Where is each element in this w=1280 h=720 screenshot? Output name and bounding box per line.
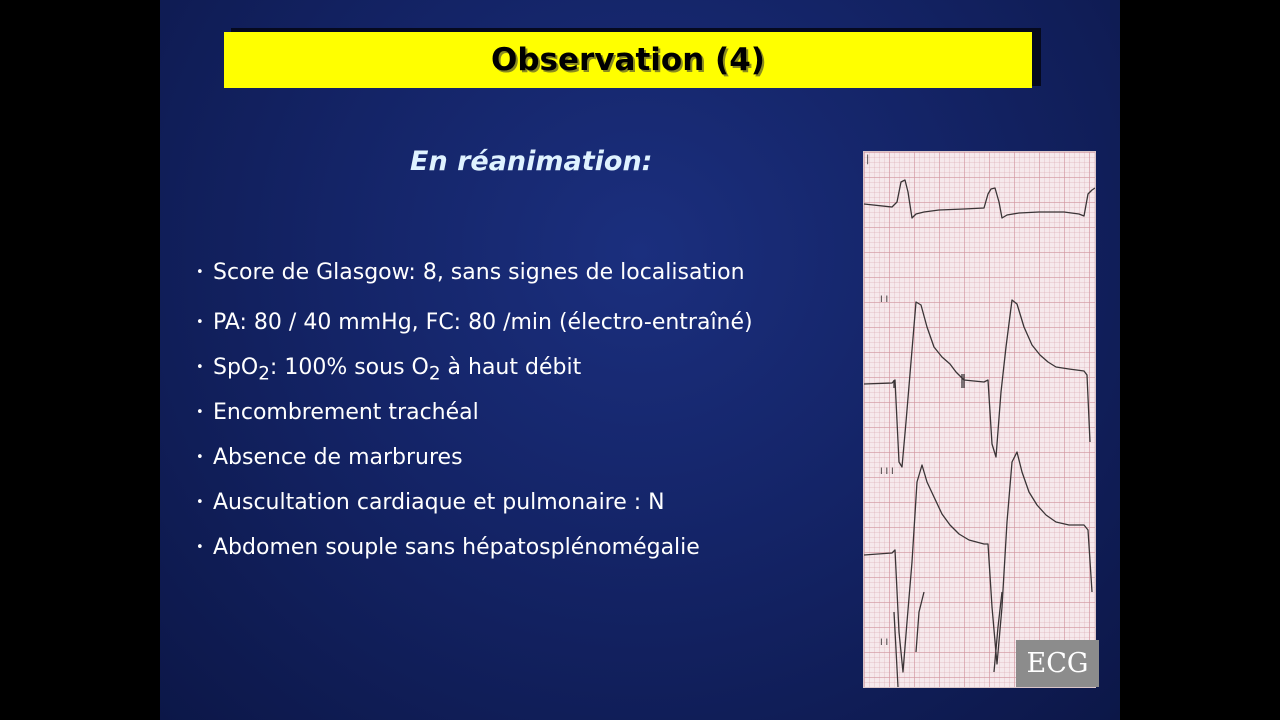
bullet-marker: • [196,540,204,555]
bullet-text-pre: SpO [213,355,259,380]
bullet-text: Auscultation cardiaque et pulmonaire : N [213,490,665,515]
bullet-list [196,250,836,570]
bullet-item [196,250,836,300]
bullet-item [196,390,836,435]
ecg-trace-lead-2 [864,300,1090,467]
slide [160,0,1120,720]
bullet-marker: • [196,405,204,420]
bullet-item [196,525,836,570]
ecg-lead-mark: I I [880,295,889,305]
bullet-marker: • [196,315,204,330]
bullet-text: Absence de marbrures [213,445,463,470]
subscript: 2 [428,363,441,385]
slide-title: Observation (4) [491,42,765,78]
slide-subtitle: En réanimation: [410,146,653,177]
bullet-text: PA: 80 / 40 mmHg, FC: 80 /min (électro-entraîné) [213,310,753,335]
bullet-marker: • [196,450,204,465]
ecg-caption: ECG [1016,640,1099,687]
ecg-marker [894,374,964,388]
bullet-text: Encombrement trachéal [213,400,479,425]
bullet-item [196,435,836,480]
bullet-text: Abdomen souple sans hépatosplénomégalie [213,535,700,560]
bullet-text-post: à haut débit [440,355,582,380]
bullet-text: Score de Glasgow: 8, sans signes de localisation [213,260,745,285]
subscript: 2 [258,363,270,385]
ecg-trace-svg [864,152,1095,687]
bullet-item [196,345,836,390]
ecg-lead-mark: I I [880,638,889,648]
bullet-marker: • [196,495,204,510]
ecg-trace-lead-1 [864,180,1095,218]
ecg-trace-lead-4 [894,592,1002,687]
title-bar [224,32,1032,88]
ecg-image [863,151,1096,688]
bullet-text-mid: : 100% sous O [269,355,429,380]
bullet-item [196,480,836,525]
bullet-marker: • [196,265,204,280]
bullet-marker: • [196,360,204,375]
ecg-trace-lead-3 [864,452,1092,672]
ecg-lead-mark: I I I [880,467,894,477]
bullet-item [196,300,836,345]
ecg-corner-mark: | [866,154,870,165]
